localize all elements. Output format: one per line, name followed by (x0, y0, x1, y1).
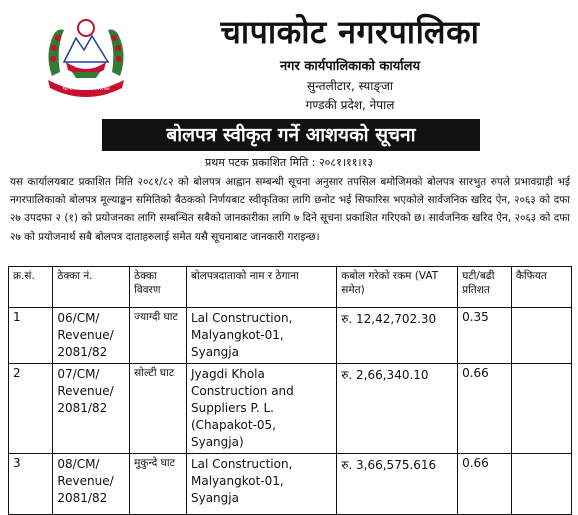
row-bidder: Jyagdi Khola Construction and Suppliers P. L. (Chapakot-05, Syangja) (186, 364, 336, 454)
publication-date: प्रथम पटक प्रकाशित मिति : २०८१।११।१३ (204, 156, 374, 169)
address-line-2: गण्डकी प्रदेश, नेपाल (305, 98, 395, 112)
header-amount: कबोल गरेको रकम (VAT समेत) (337, 267, 458, 308)
row-percentage: 0.66 (458, 454, 512, 515)
row-remarks (511, 364, 571, 454)
notice-body: यस कार्यालयबाट प्रकाशित मिति २०८१/८२ को बोलपत्र आह्वान सम्बन्धी सूचना अनुसार तपसिल बमोजिमको बोलपत्र सारभुत रुपले प्रभावग्राही भई नगरपालिकाको बोलपत्र मूल्याङ्कन समितिको बैठकको निर्णयबाट स्वीकृतिका लागि छनोट भई सिफारिस भएकोले सार्वजनिक खरिद ऐन, २०६३ को दफा २७ उपदफा २ (१) को प्रयोजनका लागि सम्बन्धित सबैको जानकारीका लागि ७ दिने सूचना प्रकाशित गरिएको छ। सार्वजनिक खरिद ऐन, २०६३ को दफा २७ को प्रयोजनार्थ सबै बोलपत्र दाताहरुलाई समेत यसै सूचनाबाट जानकारी गराइन्छ। (10, 176, 570, 243)
row-contract: 06/CM/ Revenue/ 2081/82 (53, 308, 130, 364)
row-amount: रु. 12,42,702.30 (337, 308, 458, 364)
header-percentage: घटी/बढी प्रतिशत (458, 267, 512, 308)
tender-table (8, 266, 572, 515)
header-contract: ठेक्का नं. (53, 267, 130, 308)
nepal-emblem-icon (38, 14, 134, 100)
office-subtitle: नगर कार्यपालिकाको कार्यालय (279, 59, 421, 74)
row-sn: 3 (9, 454, 53, 515)
table-row (9, 454, 572, 515)
row-remarks (511, 308, 571, 364)
address-line-1: सुन्तलीटार, स्याङ्जा (307, 79, 393, 93)
row-description: सोल्टी घाट (130, 364, 187, 454)
table-row (9, 308, 572, 364)
header-description: ठेक्का विवरण (130, 267, 187, 308)
table-row (9, 364, 572, 454)
row-bidder: Lal Construction, Malyangkot-01, Syangja (186, 308, 336, 364)
row-percentage: 0.66 (458, 364, 512, 454)
row-description: मुकुन्दे घाट (130, 454, 187, 515)
page-title: चापाकोट नगरपालिका (220, 13, 480, 51)
row-amount: रु. 2,66,340.10 (337, 364, 458, 454)
row-contract: 08/CM/ Revenue/ 2081/82 (53, 454, 130, 515)
header-bidder: बोलपत्रदाताको नाम र ठेगाना (186, 267, 336, 308)
header-sn: क्र.सं. (9, 267, 53, 308)
row-contract: 07/CM/ Revenue/ 2081/82 (53, 364, 130, 454)
row-sn: 1 (9, 308, 53, 364)
notice-banner: बोलपत्र स्वीकृत गर्ने आशयको सूचना (102, 119, 480, 151)
row-sn: 2 (9, 364, 53, 454)
row-remarks (511, 454, 571, 515)
row-bidder: Lal Construction, Malyangkot-01, Syangja (186, 454, 336, 515)
header-remarks: कैफियत (511, 267, 571, 308)
row-amount: रु. 3,66,575.616 (337, 454, 458, 515)
row-description: ज्याग्दी घाट (130, 308, 187, 364)
row-percentage: 0.35 (458, 308, 512, 364)
table-header-row (9, 267, 572, 308)
emblem-text: चापाकोट नगरपालिका (62, 85, 110, 92)
